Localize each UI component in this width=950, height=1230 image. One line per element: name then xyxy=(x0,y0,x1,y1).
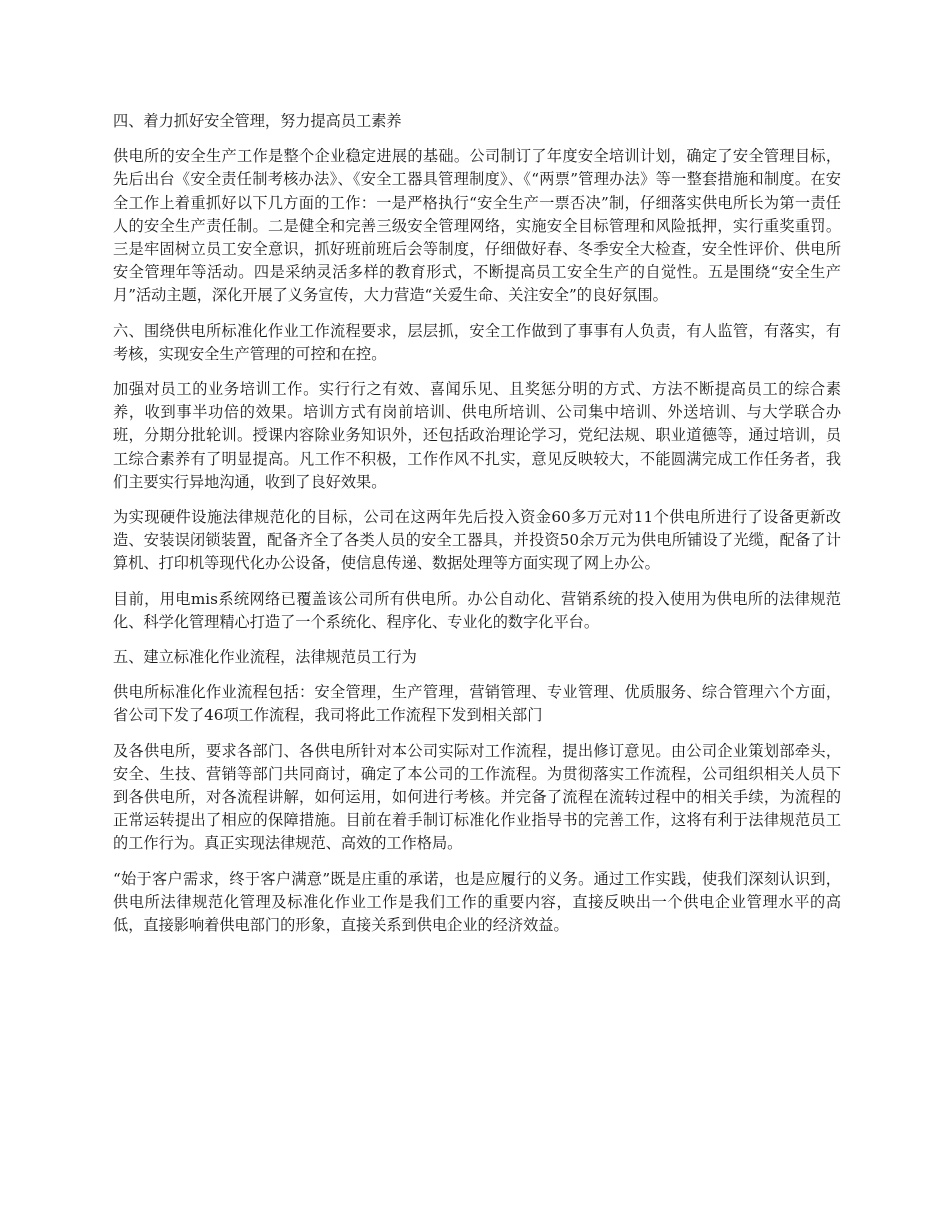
paragraph-workflow-implementation: 及各供电所，要求各部门、各供电所针对本公司实际对工作流程，提出修订意见。由公司企业策划部牵头，安全、生技、营销等部门共同商讨，确定了本公司的工作流程。为贯彻落实工作流程，公司组织相关人员下到各供电所，对各流程讲解，如何运用，如何进行考核。并完备了流程在流转过程中的相关手续，为流程的正常运转提出了相应的保障措施。目前在着手制订标准化作业指导书的完善工作，这将有利于法律规范员工的工作行为。真正实现法律规范、高效的工作格局。 xyxy=(113,741,841,853)
paragraph-mis-network: 目前，用电mis系统网络已覆盖该公司所有供电所。办公自动化、营销系统的投入使用为供电所的法律规范化、科学化管理精心打造了一个系统化、程序化、专业化的数字化平台。 xyxy=(113,589,841,631)
paragraph-hardware-investment: 为实现硬件设施法律规范化的目标，公司在这两年先后投入资金60多万元对11个供电所进行了设备更新改造、安装误闭锁装置，配备齐全了各类人员的安全工器具，并投资50余万元为供电所铺设了光缆，配备了计算机、打印机等现代化办公设备，使信息传递、数据处理等方面实现了网上办公。 xyxy=(113,508,841,573)
section-heading-standard-workflow: 五、建立标准化作业流程，法律规范员工行为 xyxy=(113,648,417,667)
paragraph-staff-training: 加强对员工的业务培训工作。实行行之有效、喜闻乐见、且奖惩分明的方式、方法不断提高员工的综合素养，收到事半功倍的效果。培训方式有岗前培训、供电所培训、公司集中培训、外送培训、与大学联合办班，分期分批轮训。授课内容除业务知识外，还包括政治理论学习，党纪法规、职业道德等，通过培训，员工综合素养有了明显提高。凡工作不积极，工作作风不扎实，意见反映较大，不能圆满完成工作任务者，我们主要实行异地沟通，收到了良好效果。 xyxy=(113,380,841,491)
paragraph-standard-workflow-safety: 六、围绕供电所标准化作业工作流程要求，层层抓，安全工作做到了事事有人负责，有人监管，有落实，有考核，实现安全生产管理的可控和在控。 xyxy=(113,321,841,363)
paragraph-safety-production: 供电所的安全生产工作是整个企业稳定进展的基础。公司制订了年度安全培训计划，确定了安全管理目标，先后出台《安全责任制考核办法》、《安全工器具管理制度》、《“两票”管理办法》等一整套措施和制度。在安全工作上着重抓好以下几方面的工作：一是严格执行“安全生产一票否决”制，仔细落实供电所长为第一责任人的安全生产责任制。二是健全和完善三级安全管理网络，实施安全目标管理和风险抵押，实行重奖重罚。三是牢固树立员工安全意识，抓好班前班后会等制度，仔细做好春、冬季安全大检查，安全性评价、供电所安全管理年等活动。四是采纳灵活多样的教育形式，不断提高员工安全生产的自觉性。五是围绕“安全生产月”活动主题，深化开展了义务宣传，大力营造“关爱生命、关注安全”的良好氛围。 xyxy=(113,147,841,305)
paragraph-workflow-contents: 供电所标准化作业流程包括：安全管理，生产管理，营销管理、专业管理、优质服务、综合管理六个方面，省公司下发了46项工作流程，我司将此工作流程下发到相关部门 xyxy=(113,683,841,725)
paragraph-customer-commitment: “始于客户需求，终于客户满意”既是庄重的承诺，也是应履行的义务。通过工作实践，使我们深刻认识到，供电所法律规范化管理及标准化作业工作是我们工作的重要内容，直接反映出一个供电企业管理水平的高低，直接影响着供电部门的形象，直接关系到供电企业的经济效益。 xyxy=(113,869,841,935)
document-body xyxy=(113,110,841,949)
section-heading-safety-management: 四、着力抓好安全管理，努力提高员工素养 xyxy=(113,112,402,130)
